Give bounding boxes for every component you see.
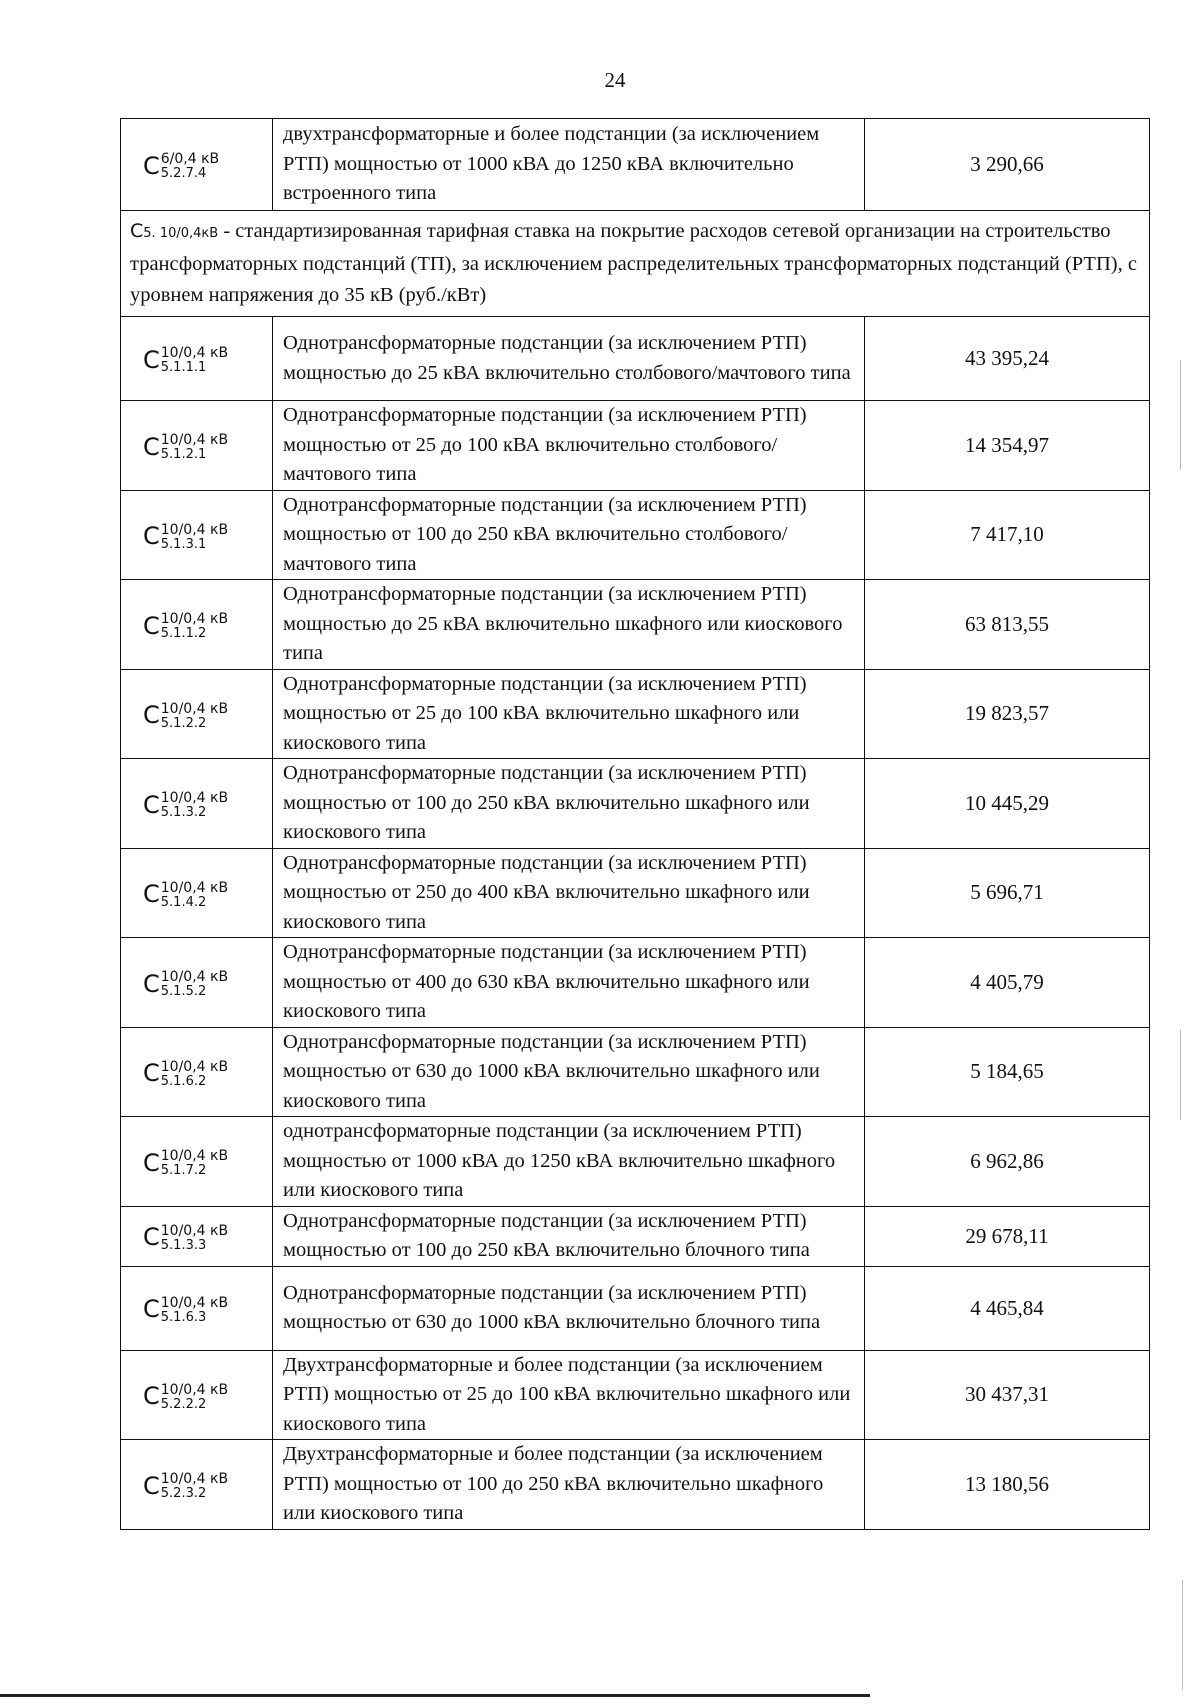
rate-value: 7 417,10	[865, 490, 1150, 580]
rate-description: Однотрансформаторные подстанции (за исключением РТП) мощностью до 25 кВА включительно шкафного или киоскового типа	[273, 580, 865, 670]
rate-code: C 10/0,4 кВ 5.1.3.1	[121, 490, 273, 580]
table-row	[121, 1027, 1150, 1117]
table-row	[121, 1350, 1150, 1440]
rate-value: 5 696,71	[865, 848, 1150, 938]
rate-value: 13 180,56	[865, 1440, 1150, 1530]
scan-bottom-edge	[0, 1694, 870, 1697]
rate-description: Двухтрансформаторные и более подстанции (за исключением РТП) мощностью от 100 до 250 кВА включительно шкафного или киоскового типа	[273, 1440, 865, 1530]
rate-code: C 10/0,4 кВ 5.1.6.2	[121, 1027, 273, 1117]
rate-description: Однотрансформаторные подстанции (за исключением РТП) мощностью от 630 до 1000 кВА включительно блочного типа	[273, 1266, 865, 1350]
rate-code: C 10/0,4 кВ 5.2.2.2	[121, 1350, 273, 1440]
rate-value: 10 445,29	[865, 759, 1150, 849]
table-row	[121, 669, 1150, 759]
rate-code: C 6/0,4 кВ 5.2.7.4	[121, 119, 273, 211]
rate-code: C 10/0,4 кВ 5.1.6.3	[121, 1266, 273, 1350]
section-symbol: C5. 10/0,4кВ	[130, 220, 219, 242]
rate-code: C 10/0,4 кВ 5.2.3.2	[121, 1440, 273, 1530]
rate-value: 6 962,86	[865, 1117, 1150, 1207]
rate-description: Однотрансформаторные подстанции (за исключением РТП) мощностью от 25 до 100 кВА включительно шкафного или киоскового типа	[273, 669, 865, 759]
rate-description: Однотрансформаторные подстанции (за исключением РТП) мощностью до 25 кВА включительно столбового/мачтового типа	[273, 317, 865, 401]
table-row	[121, 1440, 1150, 1530]
rate-description: Однотрансформаторные подстанции (за исключением РТП) мощностью от 100 до 250 кВА включительно шкафного или киоскового типа	[273, 759, 865, 849]
rate-code: C 10/0,4 кВ 5.1.1.1	[121, 317, 273, 401]
rate-description: Однотрансформаторные подстанции (за исключением РТП) мощностью от 630 до 1000 кВА включительно шкафного или киоскового типа	[273, 1027, 865, 1117]
rate-description: Однотрансформаторные подстанции (за исключением РТП) мощностью от 25 до 100 кВА включительно столбового/мачтового типа	[273, 401, 865, 491]
table-row	[121, 848, 1150, 938]
table-row	[121, 580, 1150, 670]
rate-description: Двухтрансформаторные и более подстанции (за исключением РТП) мощностью от 25 до 100 кВА включительно шкафного или киоскового типа	[273, 1350, 865, 1440]
scan-artifact-line	[1180, 1030, 1181, 1120]
rate-value: 14 354,97	[865, 401, 1150, 491]
rate-code: C 10/0,4 кВ 5.1.1.2	[121, 580, 273, 670]
table-row	[121, 119, 1150, 211]
rate-value: 5 184,65	[865, 1027, 1150, 1117]
rate-code: C 10/0,4 кВ 5.1.4.2	[121, 848, 273, 938]
section-text: - стандартизированная тарифная ставка на покрытие расходов сетевой организации на строительство трансформаторных подстанций (ТП), за исключением распределительных трансформаторных подстанций (РТП), с уровнем напряжения до 35 кВ (руб./кВт)	[130, 220, 1137, 306]
rate-value: 63 813,55	[865, 580, 1150, 670]
rate-value: 4 465,84	[865, 1266, 1150, 1350]
rate-value: 4 405,79	[865, 938, 1150, 1028]
rate-code: C 10/0,4 кВ 5.1.3.2	[121, 759, 273, 849]
table-row	[121, 1117, 1150, 1207]
rate-value: 29 678,11	[865, 1206, 1150, 1266]
rate-description: Однотрансформаторные подстанции (за исключением РТП) мощностью от 400 до 630 кВА включительно шкафного или киоскового типа	[273, 938, 865, 1028]
page-number: 24	[604, 68, 626, 92]
table-row	[121, 401, 1150, 491]
table-row	[121, 938, 1150, 1028]
rate-value: 19 823,57	[865, 669, 1150, 759]
scan-artifact-line	[1180, 360, 1181, 470]
rate-code: C 10/0,4 кВ 5.1.7.2	[121, 1117, 273, 1207]
rate-value: 43 395,24	[865, 317, 1150, 401]
table-row	[121, 490, 1150, 580]
rate-value: 30 437,31	[865, 1350, 1150, 1440]
scan-artifact-line	[1182, 1580, 1183, 1690]
table-row	[121, 317, 1150, 401]
rate-code: C 10/0,4 кВ 5.1.2.2	[121, 669, 273, 759]
rate-code: C 10/0,4 кВ 5.1.2.1	[121, 401, 273, 491]
section-heading	[121, 211, 1150, 317]
table-row	[121, 759, 1150, 849]
table-row	[121, 1206, 1150, 1266]
rate-code: C 10/0,4 кВ 5.1.5.2	[121, 938, 273, 1028]
rate-code: C 10/0,4 кВ 5.1.3.3	[121, 1206, 273, 1266]
rate-value: 3 290,66	[865, 119, 1150, 211]
table-row	[121, 1266, 1150, 1350]
section-header-row	[121, 211, 1150, 317]
rate-description: однотрансформаторные подстанции (за исключением РТП) мощностью от 1000 кВА до 1250 кВА включительно шкафного или киоскового типа	[273, 1117, 865, 1207]
rate-description: двухтрансформаторные и более подстанции (за исключением РТП) мощностью от 1000 кВА до 1250 кВА включительно встроенного типа	[273, 119, 865, 211]
rate-description: Однотрансформаторные подстанции (за исключением РТП) мощностью от 250 до 400 кВА включительно шкафного или киоскового типа	[273, 848, 865, 938]
tariff-table	[120, 118, 1150, 1530]
rate-description: Однотрансформаторные подстанции (за исключением РТП) мощностью от 100 до 250 кВА включительно блочного типа	[273, 1206, 865, 1266]
rate-description: Однотрансформаторные подстанции (за исключением РТП) мощностью от 100 до 250 кВА включительно столбового/мачтового типа	[273, 490, 865, 580]
